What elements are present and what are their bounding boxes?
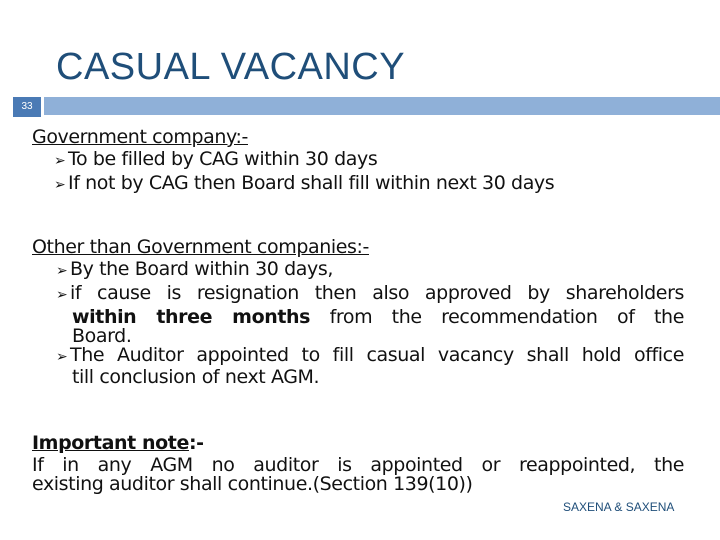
- section-important-note: Important note:- If in any AGM no auditor is appointed or reappointed, the existing auditor shall continue.(Section 139(10)): [32, 432, 684, 495]
- list-item: ➢ By the Board within 30 days,: [56, 258, 333, 280]
- list-item: ➢ The Auditor appointed to fill casual vacancy shall hold office till conclusion of next AGM.: [56, 344, 684, 388]
- section-heading-other: Other than Government companies:-: [32, 236, 369, 258]
- arrow-bullet-icon: ➢: [54, 177, 66, 193]
- note-line: If in any AGM no auditor is appointed or reappointed, the: [32, 454, 684, 476]
- arrow-bullet-icon: ➢: [56, 287, 68, 303]
- list-item: ➢ To be filled by CAG within 30 days: [54, 148, 378, 170]
- arrow-bullet-icon: ➢: [56, 263, 68, 279]
- section-heading-government: Government company:-: [32, 126, 248, 148]
- note-line: existing auditor shall continue.(Section 139(10)): [32, 473, 473, 495]
- footer-author: SAXENA & SAXENA: [563, 500, 675, 514]
- list-item: ➢ if cause is resignation then also approved by shareholders within three months from the recommendation of the Board.: [56, 282, 684, 347]
- list-item: ➢ If not by CAG then Board shall fill within next 30 days: [54, 172, 555, 194]
- slide-title: CASUAL VACANCY: [56, 46, 406, 88]
- arrow-bullet-icon: ➢: [56, 349, 68, 365]
- slide-number: 33: [13, 97, 41, 117]
- title-rule-bar: [44, 97, 720, 115]
- arrow-bullet-icon: ➢: [54, 153, 66, 169]
- section-other-companies: [32, 236, 684, 386]
- section-government: [32, 126, 684, 196]
- note-heading: Important note: [32, 432, 189, 454]
